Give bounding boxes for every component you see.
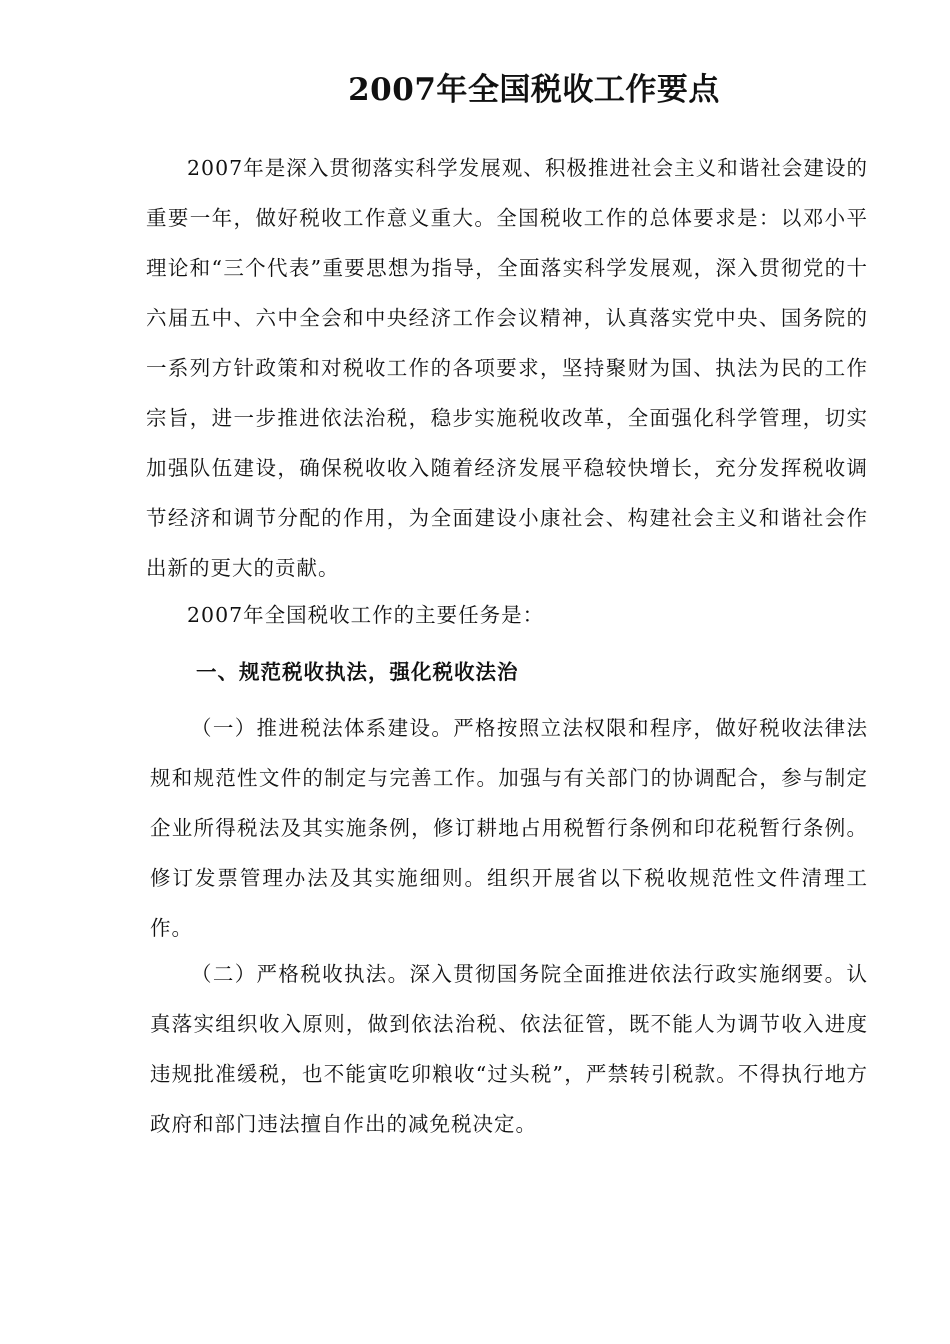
item-1-paragraph: （一）推进税法体系建设。严格按照立法权限和程序，做好税收法律法规和规范性文件的制定与完善工作。加强与有关部门的协调配合，参与制定企业所得税法及其实施条例，修订耕地占用税暂行条例和印花税暂行条例。修订发票管理办法及其实施细则。组织开展省以下税收规范性文件清理工作。	[150, 716, 868, 940]
tasks-intro-paragraph: 2007年全国税收工作的主要任务是：	[187, 603, 545, 627]
item-2-paragraph: （二）严格税收执法。深入贯彻国务院全面推进依法行政实施纲要。认真落实组织收入原则，做到依法治税、依法征管，既不能人为调节收入进度违规批准缓税，也不能寅吃卯粮收“过头税”，严禁转引税款。不得执行地方政府和部门违法擅自作出的减免税决定。	[150, 962, 868, 1136]
section-heading: 一、规范税收执法，强化税收法治	[196, 660, 519, 684]
document-title: 2007年全国税收工作要点	[348, 72, 720, 108]
intro-paragraph: 2007年是深入贯彻落实科学发展观、积极推进社会主义和谐社会建设的重要一年，做好税收工作意义重大。全国税收工作的总体要求是：以邓小平理论和“三个代表”重要思想为指导，全面落实科学发展观，深入贯彻党的十六届五中、六中全会和中央经济工作会议精神，认真落实党中央、国务院的一系列方针政策和对税收工作的各项要求，坚持聚财为国、执法为民的工作宗旨，进一步推进依法治税，稳步实施税收改革，全面强化科学管理，切实加强队伍建设，确保税收收入随着经济发展平稳较快增长，充分发挥税收调节经济和调节分配的作用，为全面建设小康社会、构建社会主义和谐社会作出新的更大的贡献。	[146, 156, 868, 580]
